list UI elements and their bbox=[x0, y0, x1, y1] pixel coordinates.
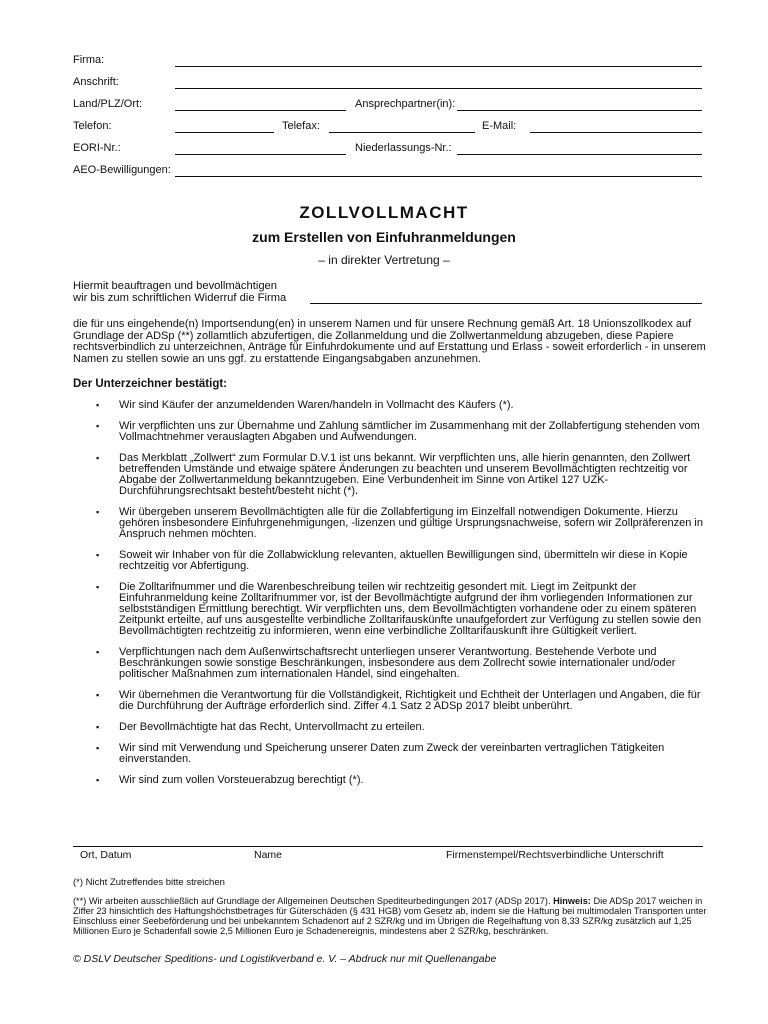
list-item: ▪ Die Zolltarifnummer und die Warenbeschreibung teilen wir rechtzeitig gesondert mit. Liegt im Zeitpunkt der Einfuhranmeldung keine Zolltarifnummer vor, ist der Bevollmächtigte aufgrund der ihm vorliegenden Informationen zur selbstständigen Ermittlung berechtigt. Wir verpflichten uns, dem Bevollmächtigten vorhandene oder zu einem späteren Zeitpunkt erteilte, auf uns ausgestellte verbindliche Zolltarifauskünfte unaufgefordert zur Verfügung zu stellen sowie den Bevollmächtigten rechtzeitig zu informieren, wenn eine verbindliche Zolltarifauskunft ihre Gültigkeit verliert. bbox=[96, 581, 702, 637]
bullet-icon: ▪ bbox=[96, 453, 100, 463]
company-field[interactable] bbox=[310, 303, 702, 304]
list-item: ▪ Wir sind Käufer der anzumeldenden Waren/handeln in Vollmacht des Käufers (*). bbox=[96, 399, 514, 411]
list-item: ▪ Verpflichtungen nach dem Außenwirtschaftsrecht unterliegen unserer Verantwortung. Bestehende Verbote und Beschränkungen sowie sonstige Beschränkungen, insbesondere aus dem Zollrecht sowie internationaler und/oder politischer Maßnahmen zum internationalen Handel, sind eingehalten. bbox=[96, 646, 676, 680]
anschrift-row bbox=[73, 76, 702, 92]
telefon-field[interactable] bbox=[175, 132, 274, 133]
list-item: ▪ Soweit wir Inhaber von für die Zollabwicklung relevanten, aktuellen Bewilligungen sind, übermitteln wir diese in Kopie rechtzeitig vor Abfertigung. bbox=[96, 549, 688, 572]
bullet-icon: ▪ bbox=[96, 722, 100, 732]
copyright-note: © DSLV Deutscher Speditions- und Logistikverband e. V. – Abdruck nur mit Quellenangabe bbox=[73, 953, 497, 965]
aeo-label: AEO-Bewilligungen: bbox=[73, 164, 171, 176]
bullet-icon: ▪ bbox=[96, 775, 100, 785]
intro-line-2: wir bis zum schriftlichen Widerruf die Firma bbox=[73, 292, 287, 304]
intro-text bbox=[73, 280, 286, 304]
land-label: Land/PLZ/Ort: bbox=[73, 98, 143, 110]
telefon-label: Telefon: bbox=[73, 120, 112, 132]
telefax-label: Telefax: bbox=[282, 120, 320, 132]
eori-field[interactable] bbox=[175, 154, 346, 155]
niederlassung-label: Niederlassungs-Nr.: bbox=[355, 142, 452, 154]
name-label: Name bbox=[254, 849, 283, 861]
firma-label: Firma: bbox=[73, 54, 105, 66]
hinweis-label: Hinweis: bbox=[553, 896, 591, 906]
bullet-icon: ▪ bbox=[96, 690, 100, 700]
intro-line-1: Hiermit beauftragen und bevollmächtigen bbox=[73, 280, 277, 292]
firma-field[interactable] bbox=[175, 66, 702, 67]
land-row bbox=[73, 98, 702, 114]
document-subtitle: zum Erstellen von Einfuhranmeldungen bbox=[252, 229, 516, 245]
list-item: ▪ Der Bevollmächtigte hat das Recht, Untervollmacht zu erteilen. bbox=[96, 721, 425, 733]
representation-note: – in direkter Vertretung – bbox=[318, 253, 450, 267]
aeo-field[interactable] bbox=[175, 176, 702, 177]
ansprechpartner-label: Ansprechpartner(in): bbox=[355, 98, 456, 110]
bullet-icon: ▪ bbox=[96, 507, 100, 517]
list-item: ▪ Wir sind mit Verwendung und Speicherung unserer Daten zum Zweck der vereinbarten vertraglichen Tätigkeiten einverstanden. bbox=[96, 742, 665, 765]
bullet-icon: ▪ bbox=[96, 582, 100, 592]
telefon-row bbox=[73, 120, 702, 136]
signature-line[interactable] bbox=[73, 846, 703, 847]
list-item: ▪ Wir übernehmen die Verantwortung für die Vollständigkeit, Richtigkeit und Echtheit der Unterlagen und Angaben, die für die Durchführung der Aufträge erforderlich sind. Ziffer 4.1 Satz 2 ADSp 2017 bleibt unberührt. bbox=[96, 689, 701, 712]
anschrift-field[interactable] bbox=[175, 88, 702, 89]
email-field[interactable] bbox=[530, 132, 702, 133]
document-title: ZOLLVOLLMACHT bbox=[299, 203, 469, 222]
bullet-icon: ▪ bbox=[96, 550, 100, 560]
ansprechpartner-field[interactable] bbox=[457, 110, 702, 111]
eori-row bbox=[73, 142, 702, 158]
telefax-field[interactable] bbox=[329, 132, 475, 133]
confirm-heading: Der Unterzeichner bestätigt: bbox=[73, 378, 228, 390]
list-item: ▪ Wir verpflichten uns zur Übernahme und Zahlung sämtlicher im Zusammenhang mit der Zollabfertigung stehenden vom Vollmachtnehmer verauslagten Abgaben und Aufwendungen. bbox=[96, 420, 700, 443]
anschrift-label: Anschrift: bbox=[73, 76, 119, 88]
list-item: ▪ Das Merkblatt „Zollwert“ zum Formular D.V.1 ist uns bekannt. Wir verpflichten uns, alle hierin genannten, den Zollwert betreffenden Umstände und etwaige spätere Änderungen zu beachten und unserem Bevollmächtigten rechtzeitig vor Abgabe der Zollwertanmeldung bekanntzugeben. Eine Verbundenheit im Sinne von Artikel 127 UZK-Durchführungsrechtsakt besteht/besteht nicht (*). bbox=[96, 452, 691, 497]
list-item: ▪ Wir sind zum vollen Vorsteuerabzug berechtigt (*). bbox=[96, 774, 364, 786]
stempel-label: Firmenstempel/Rechtsverbindliche Unterschrift bbox=[446, 849, 664, 861]
email-label: E-Mail: bbox=[482, 120, 517, 132]
authorization-paragraph: die für uns eingehende(n) Importsendung(en) in unserem Namen und für unsere Rechnung gemäß Art. 18 Unionszollkodex auf Grundlage der ADSp (**) zollamtlich abzufertigen, die Zollanmeldung und die Zollwertanmeldung abzugeben, diese Papiere rechtsverbindlich zu unterzeichnen, Anträge für Einfuhrdokumente und auf Erstattung und Erlass - soweit erforderlich - in unserem Namen zu stellen sowie an uns ggf. zu erstattende Eingangsabgaben anzunehmen. bbox=[73, 318, 706, 365]
list-item: ▪ Wir übergeben unserem Bevollmächtigten alle für die Zollabfertigung im Einzelfall notwendigen Dokumente. Hierzu gehören insbesondere Einfuhrgenehmigungen, -lizenzen und gültige Ursprungsnachweise, sofern wir Zollpräferenzen in Anspruch nehmen möchten. bbox=[96, 506, 703, 540]
confirmation-list bbox=[73, 400, 713, 786]
bullet-icon: ▪ bbox=[96, 647, 100, 657]
land-field[interactable] bbox=[175, 110, 346, 111]
niederlassung-field[interactable] bbox=[457, 154, 702, 155]
bullet-icon: ▪ bbox=[96, 400, 100, 410]
eori-label: EORI-Nr.: bbox=[73, 142, 121, 154]
aeo-row bbox=[73, 164, 702, 180]
firma-row bbox=[73, 54, 702, 70]
footnote-adsp: (**) Wir arbeiten ausschließlich auf Grundlage der Allgemeinen Deutschen Spediteurbedingungen 2017 (ADSp 2017). Hinweis: Die ADSp 2017 weichen in Ziffer 23 hinsichtlich des Haftungshöchstbetrages für Güterschäden (§ 431 HGB) vom Gesetz ab, indem sie die Haftung bei multimodalen Transporten unter Einschluss einer Seebeförderung und bei unbekanntem Schadenort auf 2 SZR/kg und im Übrigen die Regelhaftung von 8,33 SZR/kg zusätzlich auf 1,25 Millionen Euro je Schadenfall sowie 2,5 Millionen Euro je Schadenereignis, mindestens aber 2 SZR/kg, beschränken. bbox=[73, 896, 707, 936]
bullet-icon: ▪ bbox=[96, 743, 100, 753]
bullet-icon: ▪ bbox=[96, 421, 100, 431]
footnote-strike: (*) Nicht Zutreffendes bitte streichen bbox=[73, 877, 225, 888]
ort-datum-label: Ort, Datum bbox=[80, 849, 132, 861]
